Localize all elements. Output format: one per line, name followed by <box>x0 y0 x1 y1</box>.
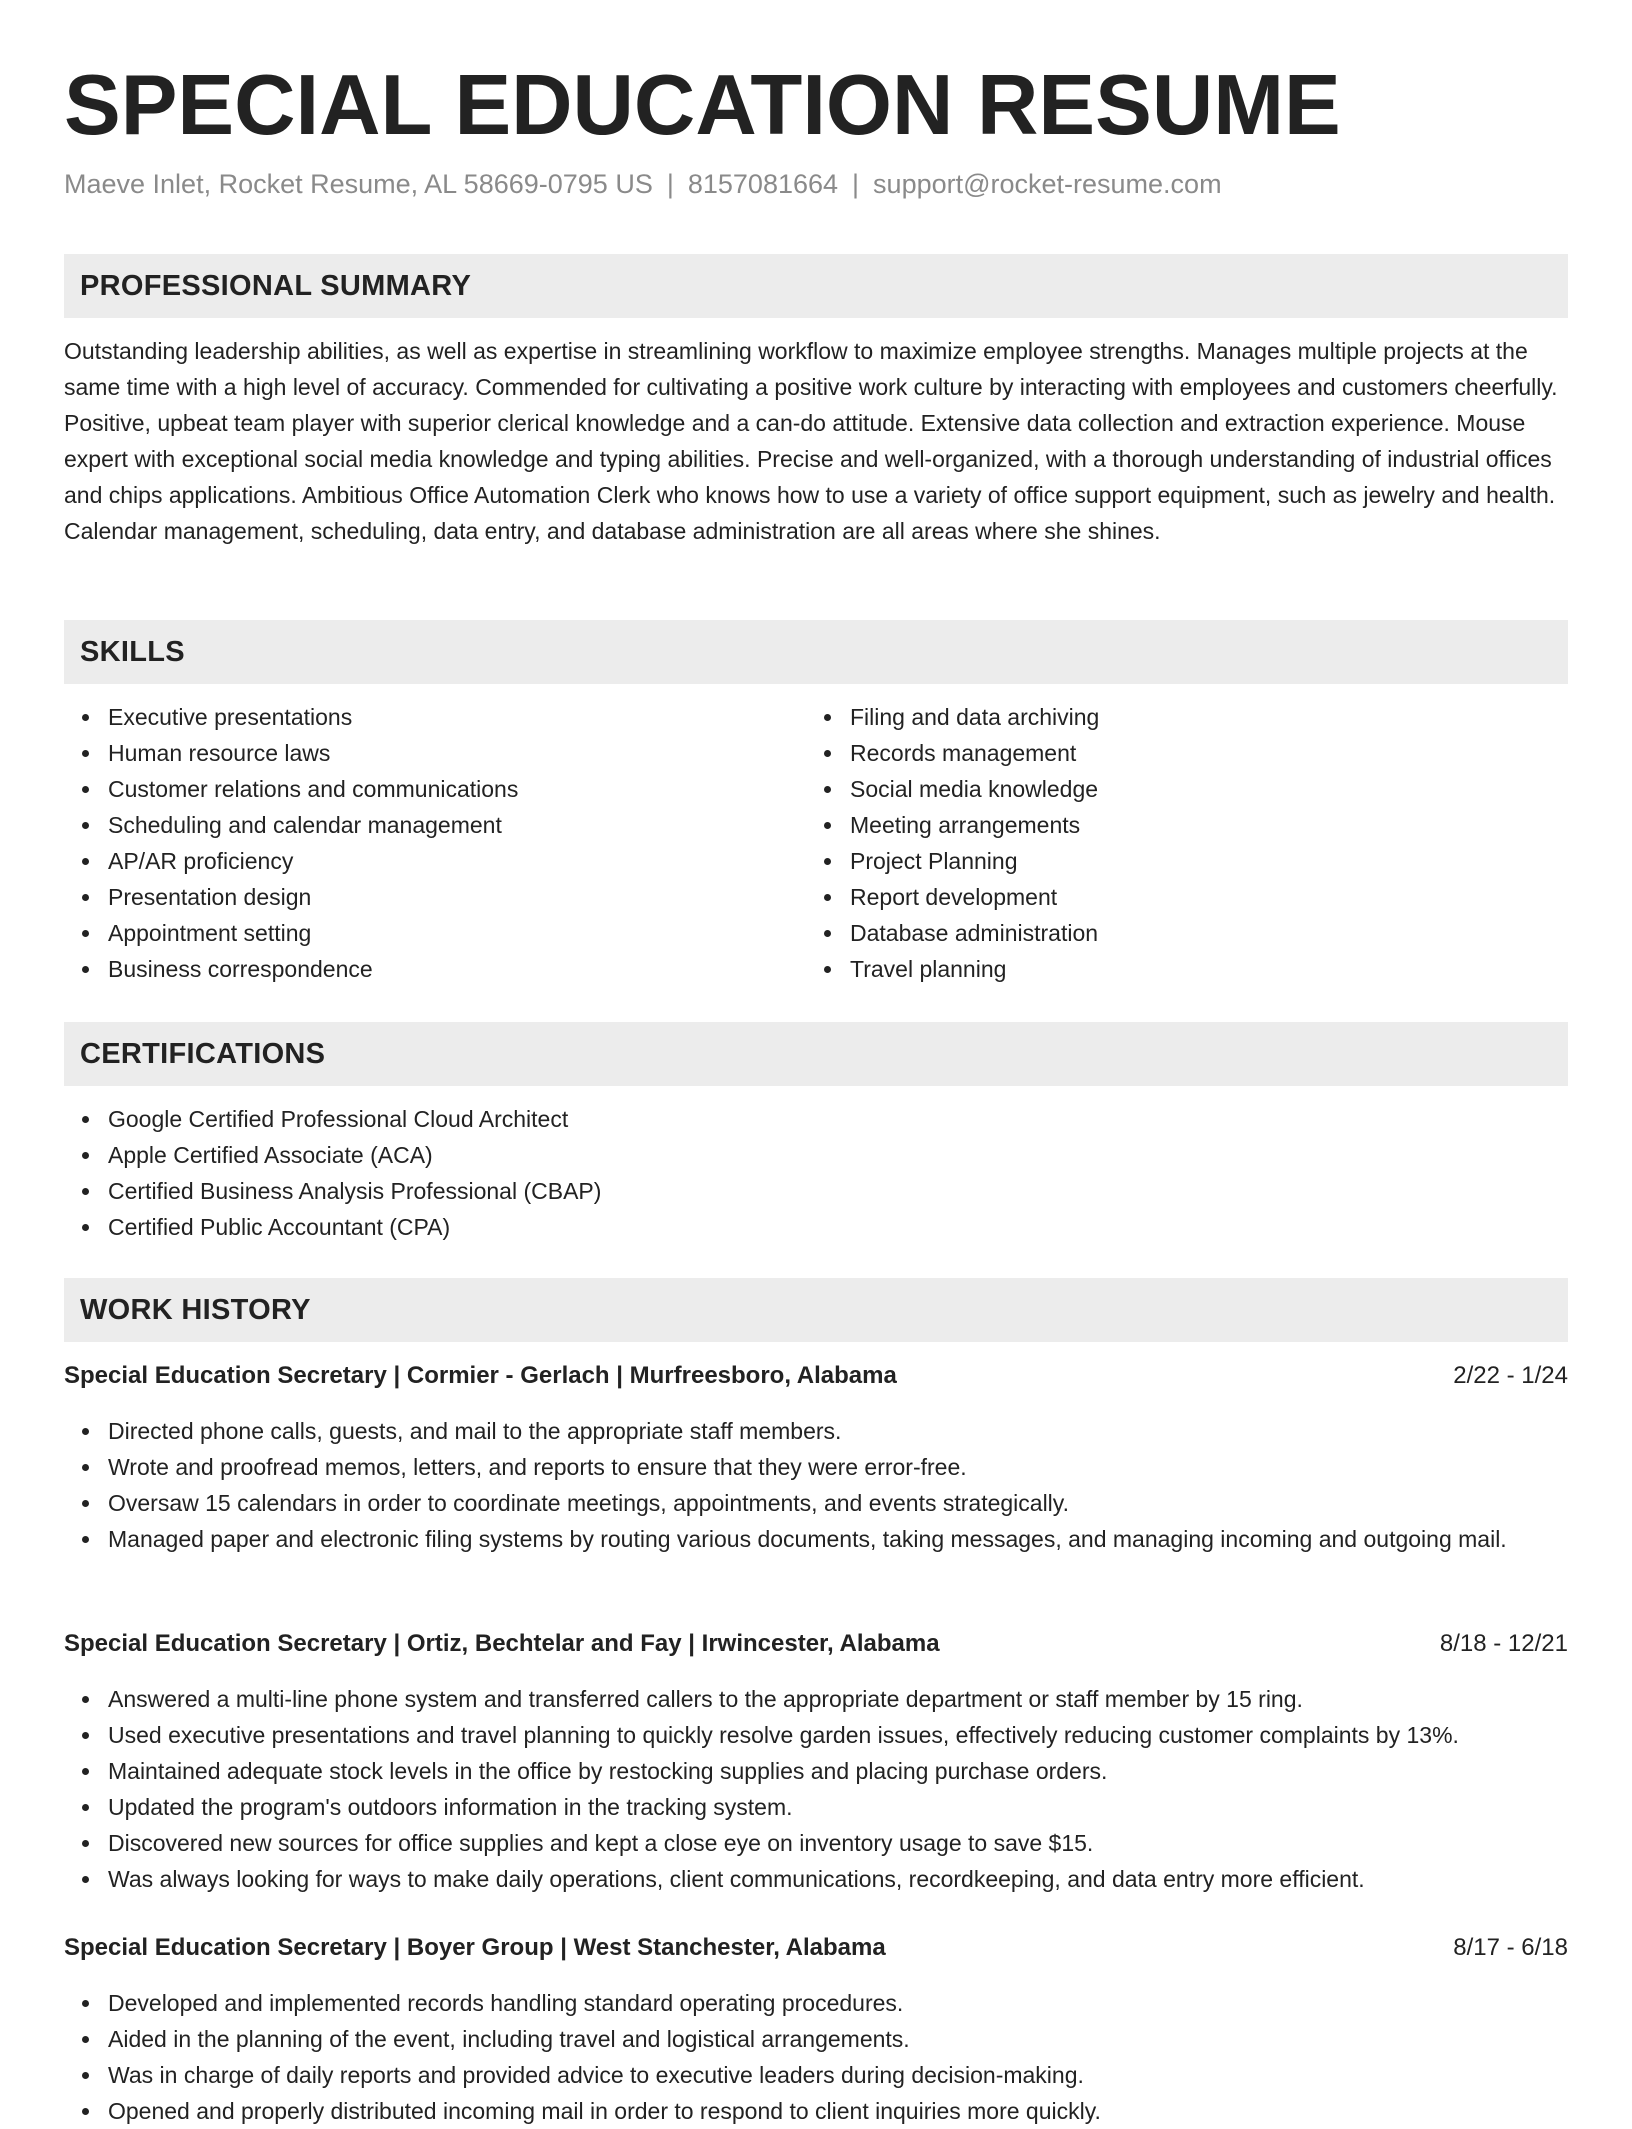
skill-item: Records management <box>806 735 1506 771</box>
job-duties-block <box>64 1413 1568 1557</box>
skill-item: AP/AR proficiency <box>64 843 764 879</box>
job-duty-item: Opened and properly distributed incoming mail in order to respond to client inquiries more quickly. <box>64 2093 1568 2129</box>
skill-item: Social media knowledge <box>806 771 1506 807</box>
skills-column-left <box>64 699 764 987</box>
job-duties-list <box>64 1681 1568 1897</box>
skill-item: Executive presentations <box>64 699 764 735</box>
certification-item: Certified Business Analysis Professional (CBAP) <box>64 1173 1568 1209</box>
skills-list-left <box>64 699 764 987</box>
skill-item: Business correspondence <box>64 951 764 987</box>
job-entry-header <box>64 1358 1568 1394</box>
job-duty-item: Wrote and proofread memos, letters, and reports to ensure that they were error-free. <box>64 1449 1568 1485</box>
section-title-skills: SKILLS <box>80 636 185 668</box>
job-entry-header <box>64 1930 1568 1966</box>
job-heading: Special Education Secretary | Ortiz, Bechtelar and Fay | Irwincester, Alabama <box>64 1630 940 1657</box>
job-duty-item: Maintained adequate stock levels in the office by restocking supplies and placing purchase orders. <box>64 1753 1568 1789</box>
section-title-summary: PROFESSIONAL SUMMARY <box>80 270 472 302</box>
job-duty-item: Used executive presentations and travel planning to quickly resolve garden issues, effectively reducing customer complaints by 13%. <box>64 1717 1568 1753</box>
contact-email: support@rocket-resume.com <box>873 169 1222 199</box>
job-duties-list <box>64 1413 1568 1557</box>
job-duty-item: Aided in the planning of the event, including travel and logistical arrangements. <box>64 2021 1568 2057</box>
skills-column-right <box>806 699 1506 987</box>
certifications-block <box>64 1101 1568 1245</box>
skill-item: Database administration <box>806 915 1506 951</box>
job-heading: Special Education Secretary | Cormier - Gerlach | Murfreesboro, Alabama <box>64 1362 897 1389</box>
skill-item: Appointment setting <box>64 915 764 951</box>
job-heading: Special Education Secretary | Boyer Group | West Stanchester, Alabama <box>64 1934 886 1961</box>
skill-item: Scheduling and calendar management <box>64 807 764 843</box>
skill-item: Report development <box>806 879 1506 915</box>
job-duty-item: Oversaw 15 calendars in order to coordinate meetings, appointments, and events strategically. <box>64 1485 1568 1521</box>
job-dates: 8/18 - 12/21 <box>1439 1630 1568 1657</box>
contact-line <box>64 166 1222 202</box>
section-title-work-history: WORK HISTORY <box>80 1294 311 1326</box>
section-title-certifications: CERTIFICATIONS <box>80 1038 326 1070</box>
certification-item: Google Certified Professional Cloud Architect <box>64 1101 1568 1137</box>
job-duties-block <box>64 1985 1568 2129</box>
job-dates: 8/17 - 6/18 <box>1453 1934 1568 1961</box>
skill-item: Human resource laws <box>64 735 764 771</box>
skill-item: Meeting arrangements <box>806 807 1506 843</box>
job-duty-item: Was in charge of daily reports and provided advice to executive leaders during decision-making. <box>64 2057 1568 2093</box>
job-duties-list <box>64 1985 1568 2129</box>
certification-item: Certified Public Accountant (CPA) <box>64 1209 1568 1245</box>
job-duty-item: Developed and implemented records handling standard operating procedures. <box>64 1985 1568 2021</box>
job-entry-header <box>64 1626 1568 1662</box>
job-duty-item: Discovered new sources for office supplies and kept a close eye on inventory usage to save $15. <box>64 1825 1568 1861</box>
contact-separator: | <box>666 169 674 199</box>
contact-separator: | <box>852 169 860 199</box>
job-duty-item: Was always looking for ways to make daily operations, client communications, recordkeeping, and data entry more efficient. <box>64 1861 1568 1897</box>
certifications-list <box>64 1101 1568 1245</box>
contact-phone: 8157081664 <box>687 169 839 199</box>
certification-item: Apple Certified Associate (ACA) <box>64 1137 1568 1173</box>
skill-item: Filing and data archiving <box>806 699 1506 735</box>
job-dates: 2/22 - 1/24 <box>1453 1362 1568 1389</box>
skill-item: Travel planning <box>806 951 1506 987</box>
job-duty-item: Managed paper and electronic filing systems by routing various documents, taking messages, and managing incoming and outgoing mail. <box>64 1521 1568 1557</box>
skills-list-right <box>806 699 1506 987</box>
summary-text: Outstanding leadership abilities, as well as expertise in streamlining workflow to maximize employee strengths. Manages multiple projects at the same time with a high level of accuracy. Commended for cultivating a positive work culture by interacting with employees and customers cheerfully. Positive, upbeat team player with superior clerical knowledge and a can-do attitude. Extensive data collection and extraction experience. Mouse expert with exceptional social media knowledge and typing abilities. Precise and well-organized, with a thorough understanding of industrial offices and chips applications. Ambitious Office Automation Clerk who knows how to use a variety of office support equipment, such as jewelry and health. Calendar management, scheduling, data entry, and database administration are all areas where she shines. <box>64 338 1558 544</box>
skill-item: Customer relations and communications <box>64 771 764 807</box>
job-duty-item: Answered a multi-line phone system and transferred callers to the appropriate department or staff member by 15 ring. <box>64 1681 1568 1717</box>
job-duty-item: Updated the program's outdoors information in the tracking system. <box>64 1789 1568 1825</box>
skill-item: Project Planning <box>806 843 1506 879</box>
section-header-skills <box>64 620 1568 684</box>
resume-title: SPECIAL EDUCATION RESUME <box>64 58 1341 153</box>
skill-item: Presentation design <box>64 879 764 915</box>
section-header-summary <box>64 254 1568 318</box>
job-duties-block <box>64 1681 1568 1897</box>
contact-address: Maeve Inlet, Rocket Resume, AL 58669-0795 US <box>64 169 653 199</box>
job-duty-item: Directed phone calls, guests, and mail to the appropriate staff members. <box>64 1413 1568 1449</box>
section-header-certifications <box>64 1022 1568 1086</box>
section-header-work-history <box>64 1278 1568 1342</box>
